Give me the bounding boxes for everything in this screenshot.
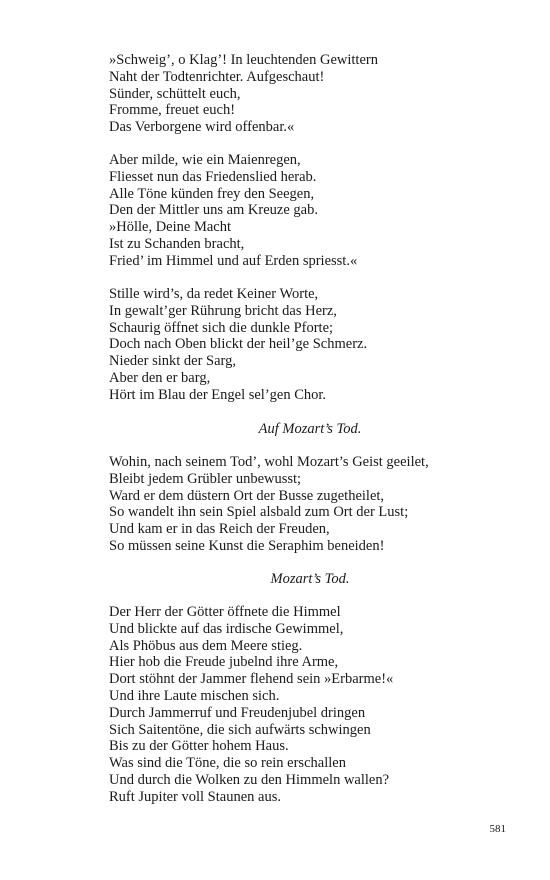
verse-line: Bleibt jedem Grübler unbewusst;	[109, 470, 302, 487]
poem-title: Mozart’s Tod.	[270, 571, 350, 587]
verse-line: Das Verborgene wird offenbar.«	[109, 119, 295, 136]
poem-title: Auf Mozart’s Tod.	[258, 421, 362, 437]
verse-line: Fromme, freuet euch!	[109, 102, 236, 119]
verse-line: Und ihre Laute mischen sich.	[109, 687, 280, 704]
verse-line: Naht der Todtenrichter. Aufgeschaut!	[109, 68, 325, 85]
verse-line: Nieder sinkt der Sarg,	[109, 353, 236, 370]
stanza-5	[109, 604, 509, 806]
verse-line: Den der Mittler uns am Kreuze gab.	[109, 202, 318, 219]
verse-line: Wohin, nach seinem Tod’, wohl Mozart’s Geist geeilet,	[109, 454, 429, 470]
verse-line: Hört im Blau der Engel sel’gen Chor.	[109, 386, 327, 403]
verse-line: Durch Jammerruf und Freudenjubel dringen	[109, 704, 366, 721]
page-number: 581	[489, 823, 506, 835]
verse-line: Doch nach Oben blickt der heil’ge Schmerz.	[109, 336, 368, 353]
stanza-3	[109, 286, 509, 404]
verse-line: Was sind die Töne, die so rein erschallen	[109, 755, 346, 772]
verse-line: Und kam er in das Reich der Freuden,	[109, 521, 330, 538]
verse-line: In gewalt’ger Rührung bricht das Herz,	[109, 302, 337, 319]
verse-line: Fliesset nun das Friedenslied herab.	[109, 168, 317, 185]
verse-line: Hier hob die Freude jubelnd ihre Arme,	[109, 654, 339, 671]
verse-line: Stille wird’s, da redet Keiner Worte,	[109, 286, 319, 302]
verse-line: »Schweig’, o Klag’! In leuchtenden Gewittern	[109, 52, 378, 68]
verse-line: So wandelt ihn sein Spiel alsbald zum Ort der Lust;	[109, 504, 409, 521]
verse-line: Der Herr der Götter öffnete die Himmel	[109, 604, 341, 620]
verse-line: Ward er dem düstern Ort der Busse zugetheilet,	[109, 487, 385, 504]
verse-line: Dort stöhnt der Jammer flehend sein »Erbarme!«	[109, 671, 394, 688]
stanza-2	[109, 152, 509, 270]
stanza-1	[109, 52, 509, 136]
verse-line: Bis zu der Götter hohem Haus.	[109, 738, 289, 755]
verse-line: Ruft Jupiter voll Staunen aus.	[109, 788, 281, 805]
verse-line: Aber den er barg,	[109, 369, 211, 386]
verse-line: Als Phöbus aus dem Meere stieg.	[109, 637, 303, 654]
verse-line: Und durch die Wolken zu den Himmeln wallen?	[109, 771, 390, 788]
verse-line: Und blickte auf das irdische Gewimmel,	[109, 620, 344, 637]
verse-line: »Hölle, Deine Macht	[109, 219, 232, 236]
stanza-4	[109, 454, 509, 555]
verse-line: Sünder, schüttelt euch,	[109, 85, 241, 102]
verse-line: Schaurig öffnet sich die dunkle Pforte;	[109, 319, 334, 336]
verse-line: Aber milde, wie ein Maienregen,	[109, 152, 301, 168]
verse-line: So müssen seine Kunst die Seraphim beneiden!	[109, 537, 385, 554]
verse-line: Fried’ im Himmel und auf Erden spriesst.«	[109, 252, 358, 269]
verse-line: Sich Saitentöne, die sich aufwärts schwingen	[109, 721, 371, 738]
verse-line: Ist zu Schanden bracht,	[109, 235, 245, 252]
verse-line: Alle Töne künden frey den Seegen,	[109, 185, 315, 202]
